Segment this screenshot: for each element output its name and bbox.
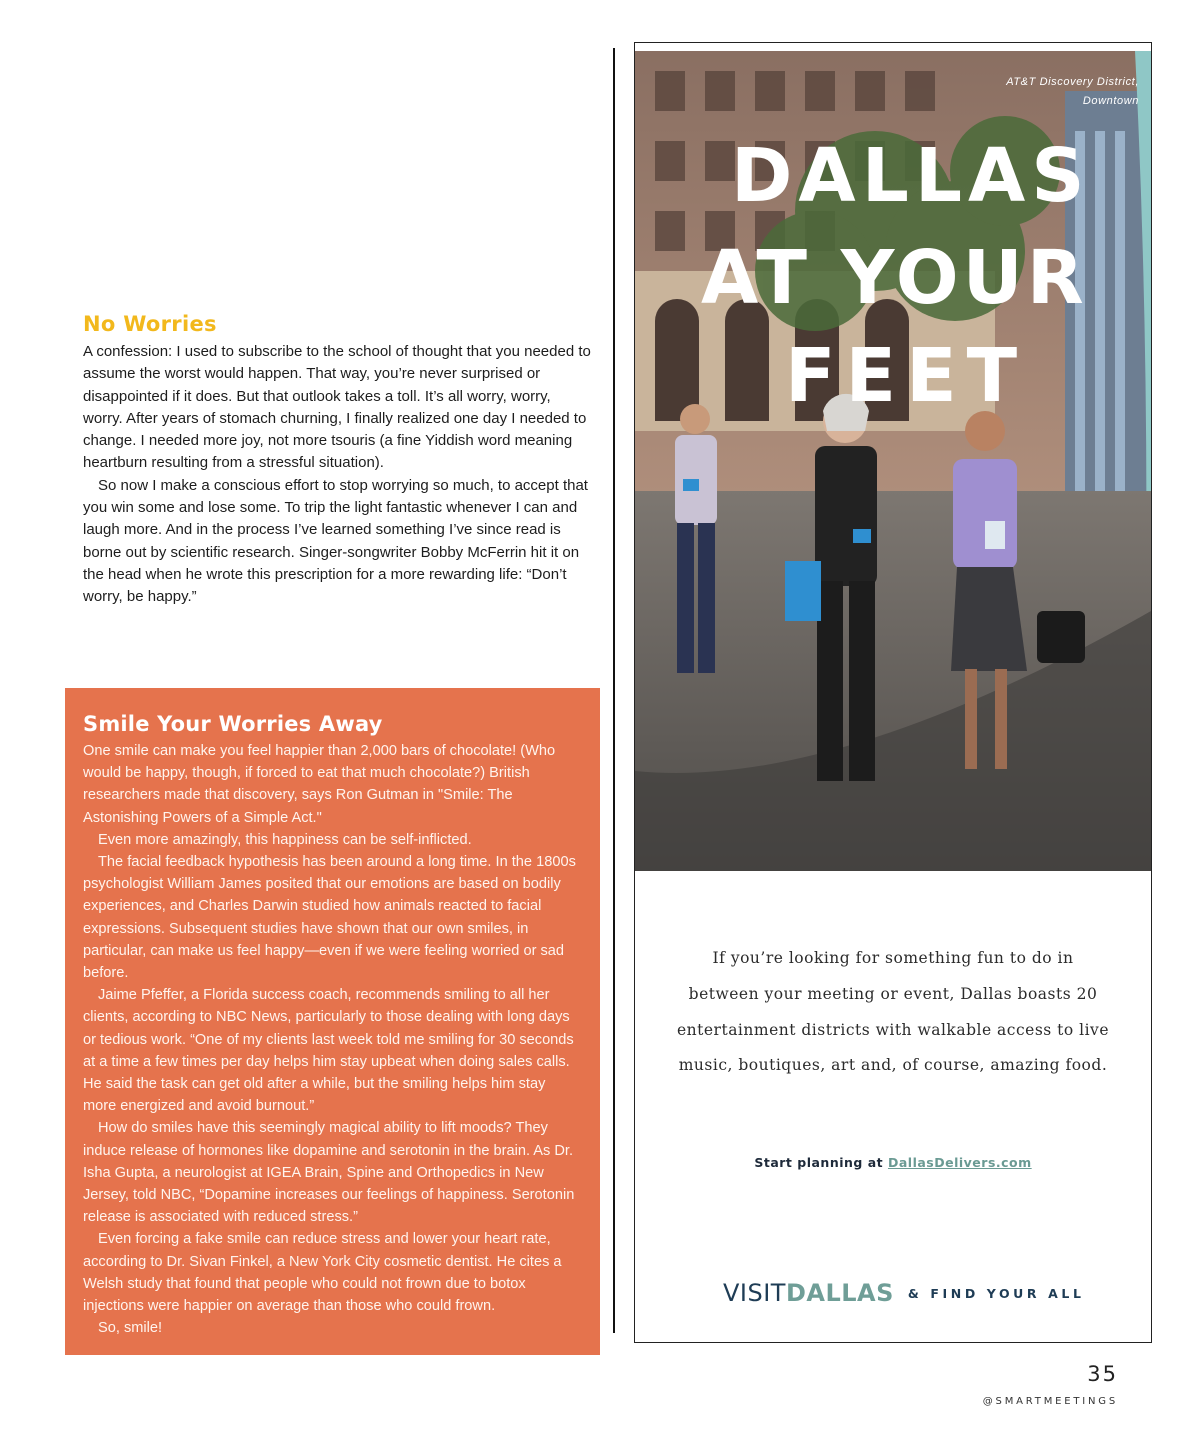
ad-body-copy: If you’re looking for something fun to do in between your meeting or event, Dallas boasts 20 entertainment districts with walkable access to live music, boutiques, art and, of course, amazing food. [677, 949, 1109, 1075]
sidebar-paragraph: So, smile! [98, 1320, 163, 1337]
visit-dallas-ad[interactable] [634, 42, 1152, 1343]
no-worries-heading: No Worries [83, 312, 217, 336]
logo-dallas-text: DALLAS [785, 1279, 894, 1307]
sidebar-heading: Smile Your Worries Away [83, 712, 383, 736]
photo-caption-line-1: AT&T Discovery District, [1006, 76, 1139, 88]
sidebar-smile [65, 688, 600, 1355]
sidebar-paragraph: The facial feedback hypothesis has been around a long time. In the 1800s psychologist William James posited that our emotions are based on bodily experiences, and Charles Darwin studied how animals reacted to facial expressions. Subsequent studies have shown that our own smiles, in particular, can make us feel happy—even if we were feeling worried or sad before. [83, 854, 576, 982]
ad-call-to-action [635, 1155, 1151, 1170]
dallas-delivers-link[interactable]: DallasDelivers.com [887, 1155, 1032, 1170]
page-number: 35 [1087, 1362, 1118, 1386]
no-worries-paragraph-2: So now I make a conscious effort to stop worrying so much, to accept that you win some and lose some. To trip the light fantastic whenever I can and laugh more. And in the process I’ve learned something I’ve since read is borne out by scientific research. Singer-songwriter Bobby McFerrin hit it on the head when he wrote this prescription for a more rewarding life: “Don’t worry, be happy.” [83, 476, 588, 606]
cta-prefix: Start planning at [754, 1155, 884, 1170]
street-scene-illustration [635, 51, 1151, 871]
sidebar-paragraph: Jaime Pfeffer, a Florida success coach, recommends smiling to all her clients, according to NBC News, particularly to those dealing with long days or tedious work. “One of my clients last week told me smiling for 30 seconds at a time a few times per day helps him stay upbeat when doing sales calls. He said the task can get old after a while, but the smiling helps him stay more energized and avoid burnout.” [83, 987, 574, 1115]
photo-caption-line-2: Downtown [1082, 95, 1139, 107]
headline-dallas: DALLAS [731, 133, 1091, 219]
headline-feet: FEET [785, 333, 1028, 419]
sidebar-paragraph: One smile can make you feel happier than 2,000 bars of chocolate! (Who would be happy, though, if forced to eat that much chocolate?) British researchers made that discovery, says Ron Gutman in "Smile: The Astonishing Powers of a Simple Act." [83, 743, 556, 826]
headline-at-your: AT YOUR [701, 235, 1088, 321]
no-worries-paragraph-1: A confession: I used to subscribe to the school of thought that you needed to assume the worst would happen. That way, you’re never surprised or disappointed if it does. But that outlook takes a toll. It’s all worry, worry, worry. After years of stomach churning, I finally realized one day I needed to change. I needed more joy, not more tsouris (a fine Yiddish word meaning heartburn resulting from a stressful situation). [83, 343, 591, 472]
lanyard-badge [985, 521, 1005, 549]
sidebar-paragraph: How do smiles have this seemingly magical ability to lift moods? They induce release of hormones like dopamine and serotonin in the brain. As Dr. Isha Gupta, a neurologist at IGEA Brain, Spine and Orthopedics in New Jersey, told NBC, “Dopamine increases our feelings of happiness. Serotonin release is associated with reduced stress.” [83, 1120, 575, 1226]
logo-visit-text: VISIT [723, 1279, 786, 1307]
article-no-worries [83, 312, 593, 609]
photo-caption [1006, 73, 1139, 111]
sidebar-paragraph: Even more amazingly, this happiness can be self-inflicted. [98, 831, 472, 848]
sidebar-paragraph: Even forcing a fake smile can reduce stress and lower your heart rate, according to Dr. Sivan Finkel, a New York City cosmetic dentist. He cites a Welsh study that found that people who could not frown due to botox injections were happier on average than those who could frown. [83, 1231, 562, 1315]
social-handle: @SMARTMEETINGS [982, 1396, 1118, 1407]
lanyard-badge [683, 479, 699, 491]
ad-photo [635, 51, 1151, 871]
lanyard-badge [853, 529, 871, 543]
visit-dallas-logo[interactable] [723, 1279, 1085, 1307]
column-divider [613, 48, 615, 1333]
logo-tagline: & FIND YOUR ALL [907, 1285, 1085, 1301]
